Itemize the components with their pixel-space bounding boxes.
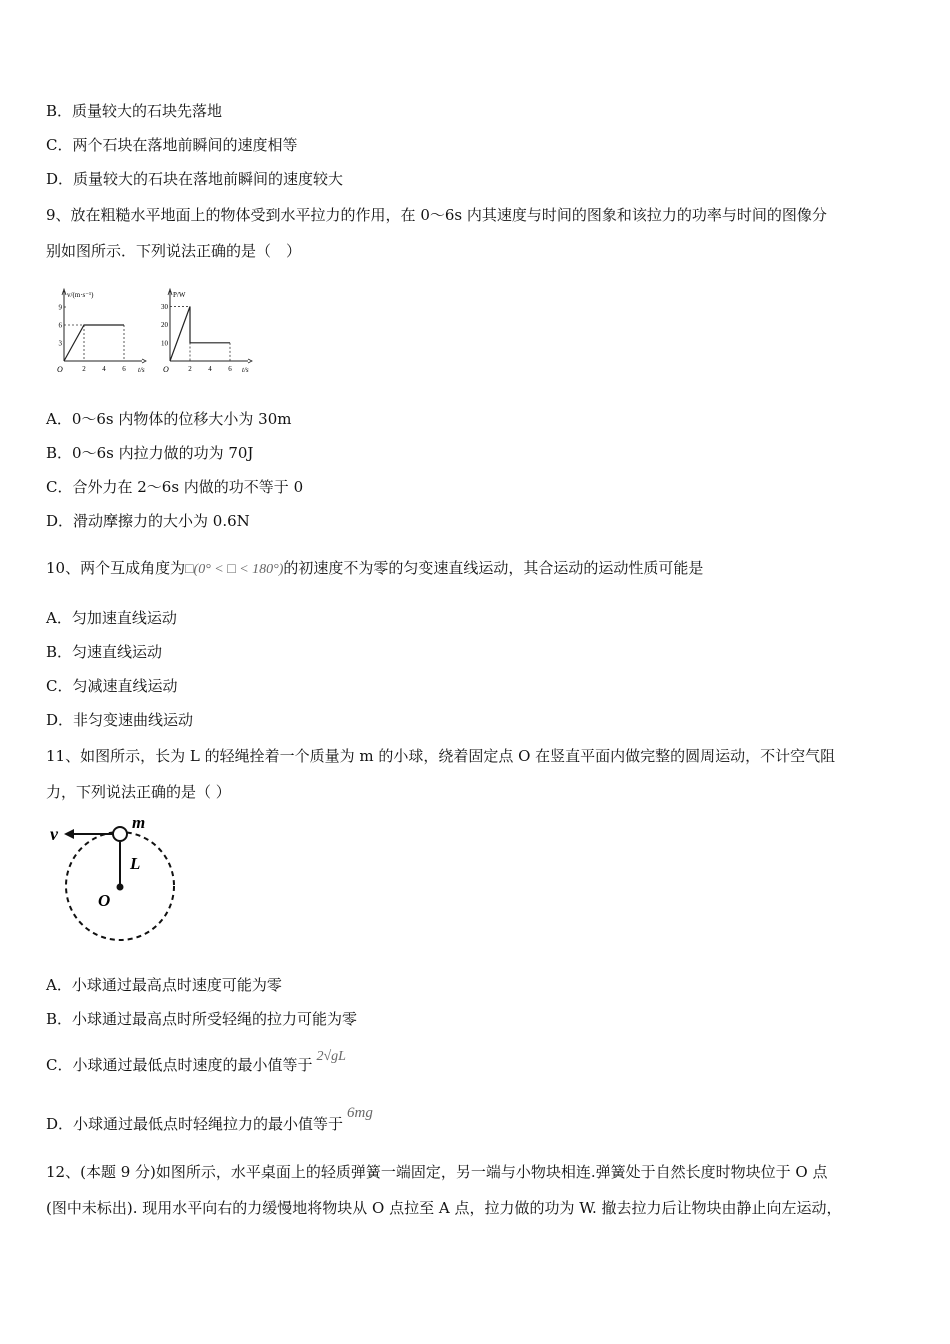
- vt-origin: O: [57, 365, 63, 374]
- ball-m: [113, 827, 127, 841]
- pt-xtick-6: 6: [228, 365, 232, 373]
- q8-option-b: B．质量较大的石块先落地: [46, 102, 223, 120]
- pt-ytick-10: 10: [161, 339, 168, 348]
- pt-xtick-2: 2: [188, 365, 192, 373]
- q11-option-d-text: D．小球通过最低点时轻绳拉力的最小值等于: [46, 1115, 344, 1133]
- vt-ytick-9: 9: [58, 303, 62, 312]
- q10-stem: [46, 558, 703, 580]
- q10-option-b: B．匀速直线运动: [46, 643, 163, 661]
- q10-option-c: C．匀减速直线运动: [46, 677, 178, 695]
- pt-origin: O: [163, 365, 169, 374]
- vt-x-arrow: [142, 359, 146, 363]
- label-v: v: [50, 824, 58, 844]
- pt-x-arrow: [248, 359, 252, 363]
- q11-option-c-formula: 2√gL: [316, 1049, 346, 1064]
- velocity-arrowhead: [64, 829, 74, 839]
- pt-ytick-20: 20: [161, 321, 168, 330]
- q11-option-d: [46, 1105, 373, 1135]
- vt-xtick-2: 2: [82, 365, 86, 373]
- q11-option-c-text: C．小球通过最低点时速度的最小值等于: [46, 1056, 313, 1074]
- q11-option-d-formula: 6mg: [347, 1105, 373, 1121]
- q10-stem-post: 的初速度不为零的匀变速直线运动，其合运动的运动性质可能是: [283, 559, 704, 577]
- pt-x-label: t/s: [242, 366, 249, 374]
- q11-option-a: A．小球通过最高点时速度可能为零: [46, 976, 282, 994]
- q10-option-d: D．非匀变速曲线运动: [46, 711, 194, 729]
- q11-circle-figure: [44, 810, 194, 950]
- q10-angle-formula: □(0° < □ < 180°): [185, 562, 284, 577]
- label-m: m: [132, 813, 146, 832]
- q9-graphs: [52, 285, 262, 377]
- q11-stem-line1: 11、如图所示，长为 L 的轻绳拴着一个质量为 m 的小球，绕着固定点 O 在竖直平面内做完整的圆周运动，不计空气阻: [46, 747, 836, 765]
- q8-option-c: C．两个石块在落地前瞬间的速度相等: [46, 136, 298, 154]
- vt-xtick-6: 6: [122, 365, 126, 373]
- pivot-point-O: [117, 884, 124, 891]
- q9-option-c: C．合外力在 2～6s 内做的功不等于 0: [46, 478, 304, 496]
- q9-option-d: D．滑动摩擦力的大小为 0.6N: [46, 512, 250, 530]
- label-L: L: [130, 854, 141, 873]
- q11-option-b: B．小球通过最高点时所受轻绳的拉力可能为零: [46, 1010, 358, 1028]
- q12-stem-line2: (图中未标出). 现用水平向右的力缓慢地将物块从 O 点拉至 A 点，拉力做的功为 W. 撤去拉力后让物块由静止向左运动，: [46, 1199, 842, 1217]
- q10-stem-pre: 10、两个互成角度为: [46, 559, 186, 577]
- q8-option-d: D．质量较大的石块在落地前瞬间的速度较大: [46, 170, 344, 188]
- label-O: O: [98, 891, 111, 910]
- pt-ytick-30: 30: [161, 302, 168, 311]
- vt-ytick-3: 3: [58, 339, 62, 348]
- pt-series-line: [170, 307, 230, 362]
- q9-option-a: A．0～6s 内物体的位移大小为 30m: [46, 410, 292, 428]
- q9-stem-line1: 9、放在粗糙水平地面上的物体受到水平拉力的作用，在 0～6s 内其速度与时间的图象和该拉力的功率与时间的图像分: [46, 206, 827, 224]
- vt-xtick-4: 4: [102, 365, 106, 373]
- vt-x-label: t/s: [138, 366, 145, 374]
- pt-chart: [161, 289, 252, 374]
- q10-option-a: A．匀加速直线运动: [46, 609, 177, 627]
- q11-option-c: [46, 1049, 346, 1077]
- vt-chart: [57, 289, 146, 374]
- vt-y-label: v/(m·s⁻¹): [67, 291, 94, 299]
- q9-option-b: B．0～6s 内拉力做的功为 70J: [46, 444, 254, 462]
- vt-series-line: [64, 325, 124, 361]
- pt-y-label: P/W: [173, 291, 186, 299]
- pt-xtick-4: 4: [208, 365, 212, 373]
- q12-stem-line1: 12、(本题 9 分)如图所示，水平桌面上的轻质弹簧一端固定，另一端与小物块相连.弹簧处于自然长度时物块位于 O 点: [46, 1163, 828, 1181]
- q9-stem-line2: 别如图所示．下列说法正确的是（ ）: [46, 242, 302, 260]
- vt-ytick-6: 6: [58, 321, 62, 330]
- q11-stem-line2: 力，下列说法正确的是（ ）: [46, 783, 231, 801]
